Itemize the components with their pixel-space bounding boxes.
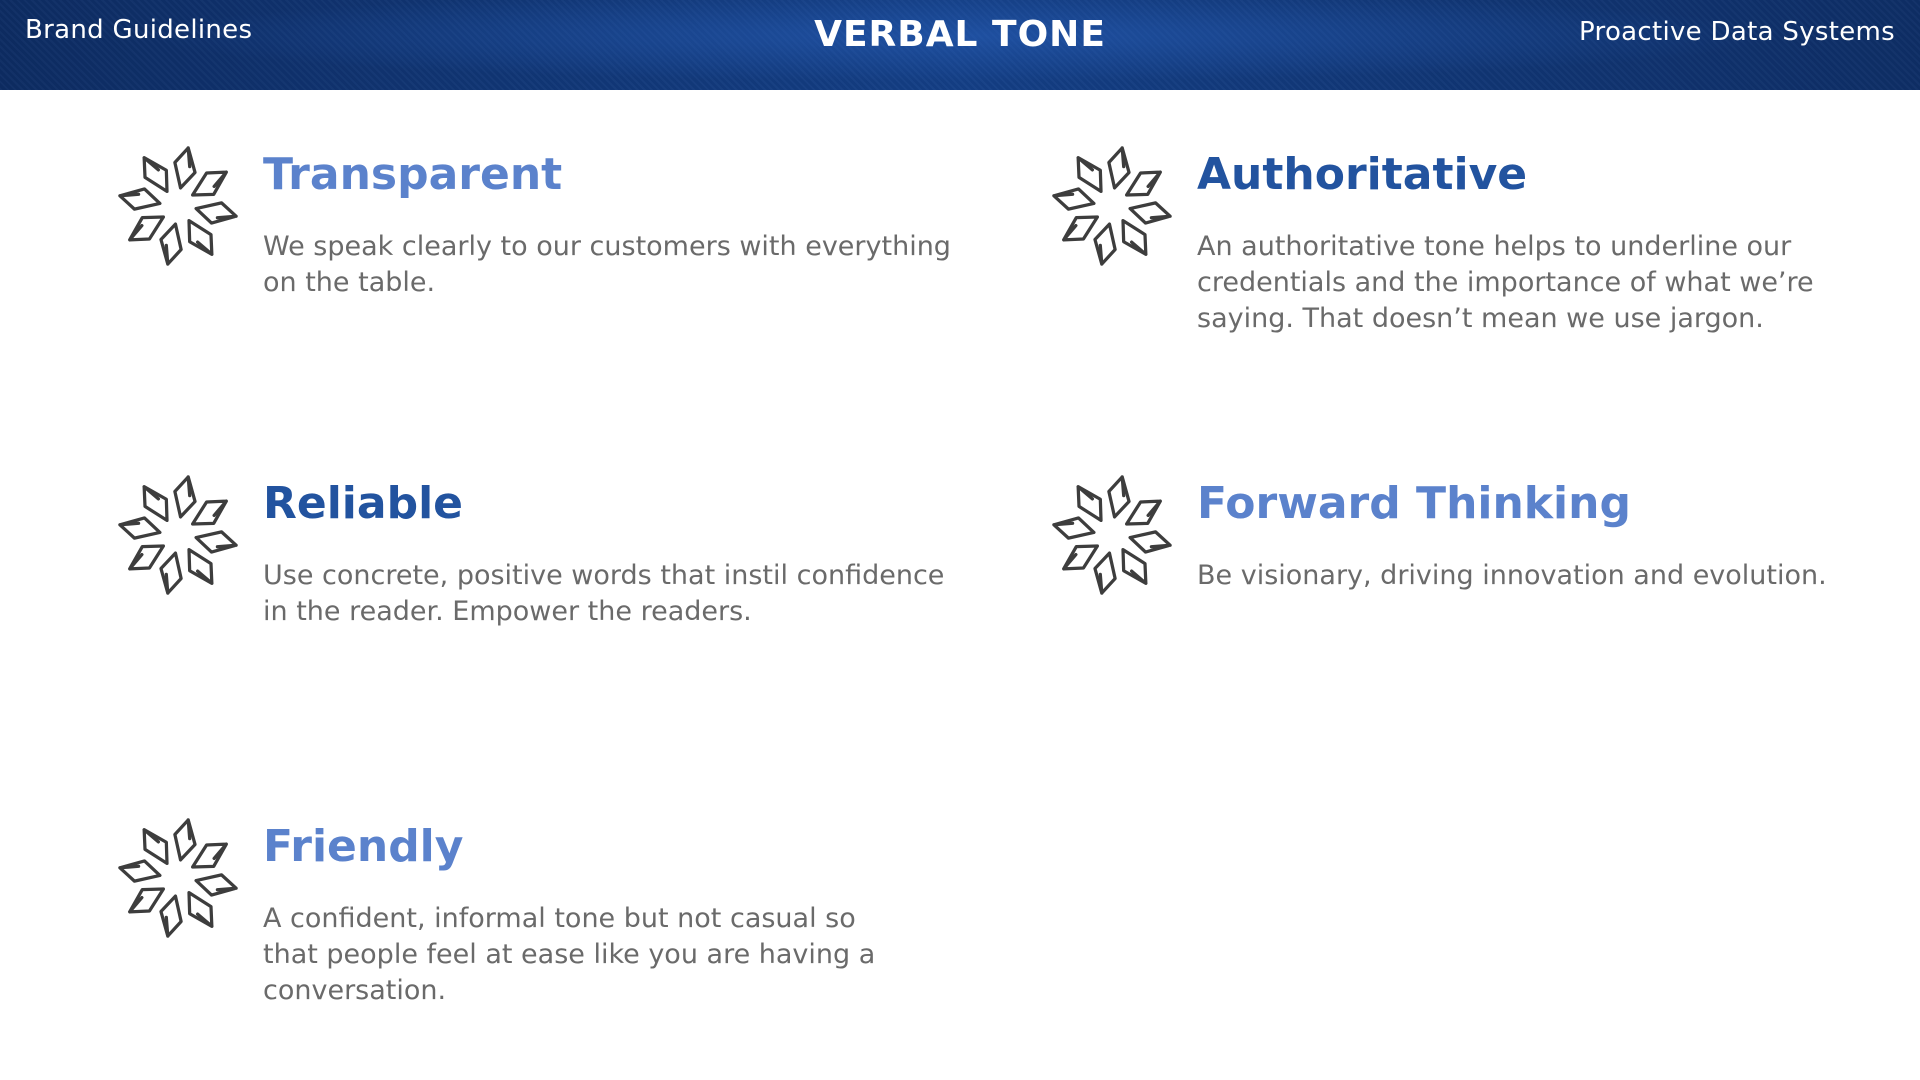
pinwheel-blade xyxy=(158,894,185,937)
pinwheel-blade xyxy=(1128,528,1171,555)
pinwheel-blade xyxy=(1092,551,1119,594)
pinwheel-star-icon xyxy=(115,143,241,269)
pinwheel-star-icon xyxy=(1049,143,1175,269)
tone-description: A confident, informal tone but not casual so that people feel at ease like you are having a conversation. xyxy=(263,903,876,1006)
pinwheel-blade xyxy=(1052,515,1095,542)
pinwheel-blade xyxy=(1052,186,1095,213)
pinwheel-blade xyxy=(118,186,161,213)
pinwheel-blade xyxy=(118,858,161,885)
page-title: VERBAL TONE xyxy=(814,14,1106,55)
brand-guidelines-label: Brand Guidelines xyxy=(25,15,253,45)
pinwheel-blade xyxy=(194,528,237,555)
tone-description: An authoritative tone helps to underline our credentials and the importance of what we’re saying. That doesn’t mean we use jargon. xyxy=(1197,231,1814,334)
tone-description: Be visionary, driving innovation and evolution. xyxy=(1197,560,1827,591)
tone-heading: Friendly xyxy=(263,821,464,872)
pinwheel-blade xyxy=(194,199,237,226)
pinwheel-blade xyxy=(171,146,198,189)
tone-description: We speak clearly to our customers with everything on the table. xyxy=(263,231,951,298)
pinwheel-blade xyxy=(118,515,161,542)
company-name-label: Proactive Data Systems xyxy=(1579,17,1895,47)
tone-heading: Forward Thinking xyxy=(1197,478,1631,529)
pinwheel-blade xyxy=(171,818,198,861)
tone-description: Use concrete, positive words that instil confidence in the reader. Empower the readers. xyxy=(263,560,945,627)
pinwheel-blade xyxy=(1105,475,1132,518)
pinwheel-blade xyxy=(1128,199,1171,226)
pinwheel-star-icon xyxy=(1049,472,1175,598)
pinwheel-blade xyxy=(1092,222,1119,265)
tone-heading: Authoritative xyxy=(1197,149,1528,200)
header-banner xyxy=(0,0,1920,90)
pinwheel-blade xyxy=(158,222,185,265)
pinwheel-blade xyxy=(158,551,185,594)
tone-heading: Transparent xyxy=(263,149,563,200)
tone-heading: Reliable xyxy=(263,478,463,529)
pinwheel-blade xyxy=(1105,146,1132,189)
pinwheel-star-icon xyxy=(115,815,241,941)
pinwheel-blade xyxy=(194,871,237,898)
pinwheel-star-icon xyxy=(115,472,241,598)
pinwheel-blade xyxy=(171,475,198,518)
